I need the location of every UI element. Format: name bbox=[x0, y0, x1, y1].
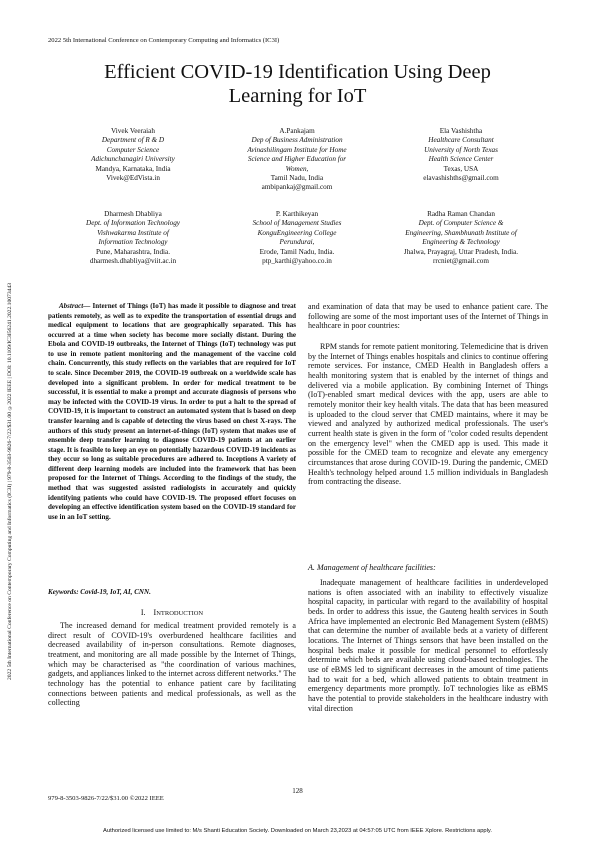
author-email: ambipankaj@gmail.com bbox=[261, 183, 333, 192]
author-location: Texas, USA bbox=[443, 164, 479, 173]
subsection-heading: A. Management of healthcare facilities: bbox=[308, 563, 436, 572]
author-email: ptp_karthi@yahoo.co.in bbox=[262, 257, 332, 266]
title-line-1: Efficient COVID-19 Identification Using Deep bbox=[104, 61, 491, 83]
author-location: Jhalwa, Prayagraj, Uttar Pradesh, India. bbox=[403, 247, 519, 256]
author-affiliation: KonguEngineering College bbox=[257, 228, 337, 237]
author-affiliation: Science and Higher Education for bbox=[247, 155, 347, 164]
license-notice: Authorized licensed use limited to: M/s Shanti Education Society. Downloaded on March 23,2023 at 04:57:05 UTC from IEEE Xplore. Restrictions apply. bbox=[102, 828, 493, 834]
author-block-6 bbox=[376, 210, 546, 266]
author-affiliation: Perundurai, bbox=[279, 238, 315, 247]
right-paragraph-3: Inadequate management of healthcare facilities in underdeveloped nations is often associated with an inability to effectively visualize hospital capacity, in particular with regard to the availability of hospital beds. In order to address this issue, the Gauteng health services in South Africa have implemented an electronic Bed Management System (eBMS) that can determine the number of available beds at a variety of different locations. The Internet of Things sensors that have been installed on the hospital beds make it possible for medical personnel to effortlessly determine which beds are available using cloud-based technologies. The use of eBMS led to significant decreases in the amount of time patients had to wait for a bed, which allowed patients to obtain treatment in emergency departments more promptly. IoT technologies like as eBMS have the potential to provide stakeholders in the healthcare industry with vital direction bbox=[308, 578, 548, 713]
author-name: Ela Vashishtha bbox=[439, 127, 483, 135]
author-email: rrcniet@gmail.com bbox=[433, 257, 489, 266]
author-name: Vivek Veeraiah bbox=[111, 127, 155, 135]
paper-title bbox=[30, 60, 565, 108]
author-affiliation: Avinashilingam Institute for Home bbox=[247, 145, 347, 154]
author-block-1 bbox=[48, 127, 218, 183]
section-heading-introduction bbox=[48, 608, 296, 617]
author-affiliation: Dept. of Computer Science & bbox=[418, 219, 504, 228]
intro-paragraph: The increased demand for medical treatment provided remotely is a direct result of COVID-19's overburdened healthcare facilities and decreased availability of in-person consultations. Remote diagnoses, treatment, and monitoring are all made possible by the Internet of Things, which may be characterised as "the coordination of various machines, gadgets, and appliances linked to the internet across different networks." The technology has the potential to enhance patient care by facilitating connections between patients and medical professionals, as well as the collecting bbox=[48, 621, 296, 708]
author-block-2 bbox=[212, 127, 382, 193]
author-affiliation: Computer Science bbox=[106, 145, 160, 154]
right-paragraph-2: RPM stands for remote patient monitoring. Telemedicine that is driven by the Internet of Things enables hospitals and clinics to continue offering remote services. For instance, CMED Health in Bangladesh offers a health monitoring system that is enabled by the internet of things and delivered via a mobile application. By combining Internet of Things (IoT)-enabled smart medical devices with the app, users are able to remotely monitor their key health vitals. The data that has been measured is uploaded to the cloud server that CMED maintains, where it may be viewed and analyzed by authorized medical professionals. The user's current health state is given in the form of "color coded results dependent on the emergency level" when the CMED app is used. This made it possible for the CMED team to recognize and elevate any emergency circumstances that arose during COVID-19. During the pandemic, CMED Health's technology helped around 1.5 million individuals in Bangladesh from contracting the disease. bbox=[308, 342, 548, 487]
author-block-5 bbox=[212, 210, 382, 266]
footer-isbn: 979-8-3503-9826-7/22/$31.00 ©2022 IEEE bbox=[48, 795, 164, 802]
author-location: Mandya, Karnataka, India bbox=[95, 164, 171, 173]
author-affiliation: Engineering & Technology bbox=[422, 238, 500, 247]
section-title-rest: NTRODUCTION bbox=[156, 610, 204, 617]
author-block-4 bbox=[48, 210, 218, 266]
author-affiliation: University of North Texas bbox=[424, 145, 498, 154]
author-email: elavashishths@gmail.com bbox=[423, 174, 499, 183]
conference-header: 2022 5th International Conference on Contemporary Computing and Informatics (IC3I) bbox=[48, 37, 280, 44]
author-affiliation: Information Technology bbox=[98, 238, 168, 247]
abstract bbox=[48, 302, 296, 522]
author-affiliation: Vishwakarma Institute of bbox=[97, 228, 169, 237]
author-affiliation: Department of R & D bbox=[101, 136, 165, 145]
abstract-label: Abstract— bbox=[58, 302, 91, 310]
author-location: Tamil Nadu, India bbox=[270, 174, 324, 183]
author-affiliation: Healthcare Consultant bbox=[428, 136, 494, 145]
author-affiliation: Dept. of Information Technology bbox=[86, 219, 180, 228]
author-block-3 bbox=[376, 127, 546, 183]
author-name: A.Pankajam bbox=[279, 127, 315, 135]
author-affiliation: Health Science Center bbox=[428, 155, 494, 164]
author-affiliation: School of Management Studies bbox=[252, 219, 342, 228]
section-number: I. bbox=[140, 608, 146, 617]
author-affiliation: Women, bbox=[285, 164, 309, 173]
author-name: Dharmesh Dhabliya bbox=[104, 210, 162, 218]
side-doi-note: 2022 5th International Conference on Contemporary Computing and Informatics (IC3I) | 979-8-3503-9826-7/22/$31.00 ©2022 IEEE | DOI: 10.1109/IC3I56241.2022.10073443 bbox=[7, 282, 13, 680]
right-paragraph-1: and examination of data that may be used to enhance patient care. The following are some of the most important uses of the Internet of Things in healthcare in poor countries: bbox=[308, 302, 548, 331]
author-affiliation: Dep of Business Administration bbox=[251, 136, 343, 145]
author-email: Vivek@EdVista.in bbox=[106, 174, 160, 183]
author-location: Pune, Maharashtra, India. bbox=[95, 247, 171, 256]
author-location: Erode, Tamil Nadu, India. bbox=[259, 247, 335, 256]
author-affiliation: Adichunchanagiri University bbox=[91, 155, 175, 164]
author-affiliation: Engineering, Shambhunath Institute of bbox=[405, 228, 517, 237]
author-name: P. Karthikeyan bbox=[275, 210, 319, 218]
author-email: dharmesh.dhabliya@viit.ac.in bbox=[89, 257, 177, 266]
keywords: Keywords: Covid-19, IoT, AI, CNN. bbox=[48, 588, 151, 596]
abstract-text: Internet of Things (IoT) has made it possible to diagnose and treat patients remotely, as well as to expedite the transportation of essential drugs and medical equipment to locations that are geographically separated. This has occurred at a time when society has become more socially distant. During the Ebola and COVID-19 outbreaks, the Internet of Things (IoT) technology was put to use in remote patient monitoring and the management of the vaccine cold chain. Concurrently, this study reflects on the variables that are required for IoT to scale. Since December 2019, the COVID-19 outbreak on a worldwide scale has developed into a significant problem. In order for medical treatment to be successful, it is essential to make a prompt and accurate diagnosis of persons who may be infected with the COVID-19 virus. In order to put a halt to the spread of COVID-19, it is important to construct an automated system that is based on deep transfer learning and is capable of detecting the virus based on chest X-rays. The authors of this study present an internet-of-things (IoT) system that makes use of ensemble deep transfer learning to diagnose COVID-19 patients at an earlier stage. It is feasible to keep an eye on potentially hazardous COVID-19 incidents as they occur so long as suitable procedures are adhered to. Inceptions A variety of different deep learning models are included into the framework that has been proposed for the Internet of Things. According to the findings of the study, the method that was suggested assisted radiologists in accurately and quickly identifying patients who could have COVID-19. The proposed effort focuses on developing an effective identification system based on the COVID-19 standard for use in an IoT setting. bbox=[48, 302, 297, 521]
author-name: Radha Raman Chandan bbox=[427, 210, 495, 218]
title-line-2: Learning for IoT bbox=[228, 85, 367, 107]
page-number: 128 bbox=[292, 787, 303, 795]
section-first-letter: I bbox=[153, 608, 157, 617]
